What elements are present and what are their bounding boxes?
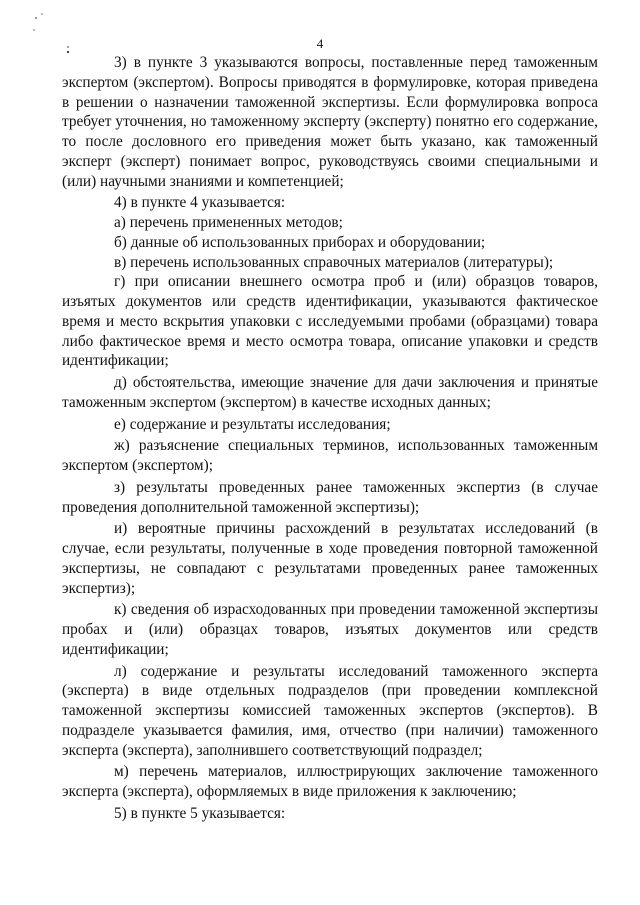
subitem-z: з) результаты проведенных ранее таможенных экспертиз (в случае проведения дополнительной таможенной экспертизы); bbox=[62, 478, 598, 516]
page-number: 4 bbox=[316, 36, 324, 51]
subitem-b: б) данные об использованных приборах и оборудовании; bbox=[114, 233, 486, 251]
subitem-l: л) содержание и результаты исследований таможенного эксперта (эксперта) в виде отдельных подразделов (при проведении комплексной таможенной экспертизы комиссией таможенных экспертов (экспертов). В подразделе указывается фамилия, имя, отчество (при наличии) таможенного эксперта (эксперта), заполнившего соответствующий подраздел; bbox=[62, 662, 598, 759]
subitem-g: г) при описании внешнего осмотра проб и (или) образцов товаров, изъятых документов или средств идентификации, указываются фактическое время и место вскрытия упаковки с исследуемыми пробами (образцами) товара либо фактическое время и место осмотра товара, описание упаковки и средств идентификации; bbox=[62, 273, 598, 370]
subitem-k: к) сведения об израсходованных при проведении таможенной экспертизы пробах и (или) образцах товаров, изъятых документов или средств идентификации; bbox=[62, 601, 598, 658]
paragraph-item-4: 4) в пункте 4 указывается: bbox=[114, 194, 286, 212]
subitem-a: а) перечень примененных методов; bbox=[114, 214, 343, 231]
subitem-zh: ж) разъяснение специальных терминов, использованных таможенным экспертом (экспертом); bbox=[62, 437, 598, 474]
paragraph-item-3: 3) в пункте 3 указываются вопросы, поставленные перед таможенным экспертом (экспертом). Вопросы приводятся в формулировке, которая приведена в решении о назначении таможенной экспертизы. Если формулировка вопроса требует уточнения, но таможенному эксперту (эксперту) понятно его содержание, то после дословного его приведения может быть указано, как таможенный эксперт (эксперт) понимает вопрос, руководствуясь своими специальными и (или) научными знаниями и компетенцией; bbox=[62, 54, 598, 190]
subitem-m: м) перечень материалов, иллюстрирующих заключение таможенного эксперта (эксперта), оформляемых в виде приложения к заключению; bbox=[62, 763, 598, 800]
subitem-v: в) перечень использованных справочных материалов (литературы); bbox=[114, 253, 554, 271]
subitem-e: е) содержание и результаты исследования; bbox=[114, 415, 391, 433]
subitem-d: д) обстоятельства, имеющие значение для дачи заключения и принятые таможенным экспертом (экспертом) в качестве исходных данных; bbox=[62, 374, 598, 411]
paragraph-item-5: 5) в пункте 5 указывается: bbox=[114, 804, 286, 822]
document-body bbox=[62, 53, 598, 824]
subitem-i: и) вероятные причины расхождений в результатах исследований (в случае, если результаты, полученные в ходе проведения повторной таможенной экспертизы, не совпадают с результатами проведенных ранее таможенных экспертиз); bbox=[62, 520, 598, 597]
